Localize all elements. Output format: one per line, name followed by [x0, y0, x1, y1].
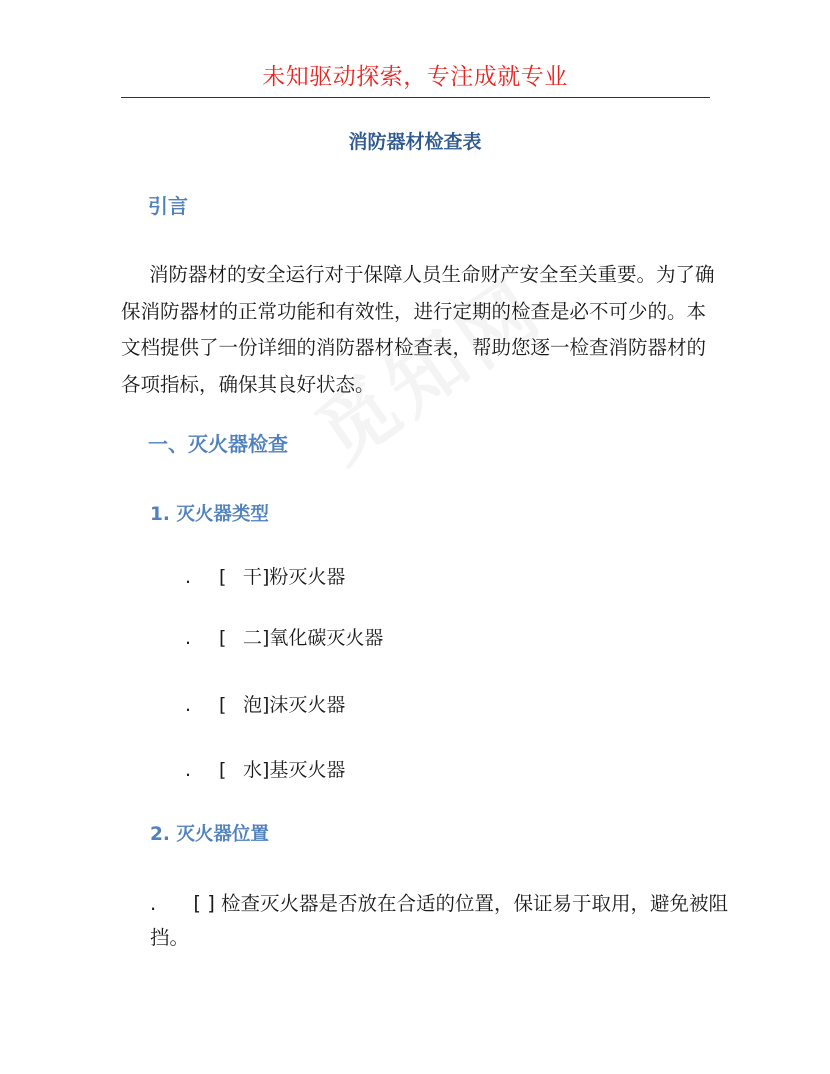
list-bullet: . — [150, 892, 157, 915]
intro-paragraph — [121, 257, 721, 403]
checkbox[interactable]: [ ] — [193, 892, 215, 915]
checkbox-bracket[interactable]: [ — [219, 759, 227, 781]
list-bullet: . — [185, 566, 192, 588]
list-item — [185, 562, 345, 589]
check-item-location — [150, 887, 730, 955]
intro-heading: 引言 — [148, 194, 188, 218]
list-item-text: 干]粉灭火器 — [243, 566, 346, 588]
list-item-text: 水]基灭火器 — [243, 759, 346, 781]
checkbox-bracket[interactable]: [ — [219, 627, 227, 649]
checkbox-bracket[interactable]: [ — [219, 566, 227, 588]
check-item-text: 检查灭火器是否放在合适的位置，保证易于取用，避免被阻挡。 — [150, 892, 729, 949]
list-item-text: 二]氧化碳灭火器 — [243, 627, 384, 649]
document-title: 消防器材检查表 — [348, 131, 482, 153]
list-item — [185, 755, 345, 782]
header-divider — [121, 97, 710, 98]
list-item — [185, 623, 383, 650]
checkbox-bracket[interactable]: [ — [219, 694, 227, 716]
list-item — [185, 690, 345, 717]
list-bullet: . — [185, 694, 192, 716]
section-heading-extinguisher-check: 一、灭火器检查 — [148, 432, 288, 456]
page-header-text: 未知驱动探索，专注成就专业 — [262, 64, 568, 90]
list-bullet: . — [185, 759, 192, 781]
intro-paragraph-text: 消防器材的安全运行对于保障人员生命财产安全至关重要。为了确保消防器材的正常功能和有效性，进行定期的检查是必不可少的。本文档提供了一份详细的消防器材检查表，帮助您逐一检查消防器材的各项指标，确保其良好状态。 — [121, 263, 715, 396]
list-bullet: . — [185, 627, 192, 649]
subheading-extinguisher-type: 1. 灭火器类型 — [150, 504, 269, 525]
list-item-text: 泡]沫灭火器 — [243, 694, 346, 716]
subheading-extinguisher-location: 2. 灭火器位置 — [150, 824, 269, 845]
